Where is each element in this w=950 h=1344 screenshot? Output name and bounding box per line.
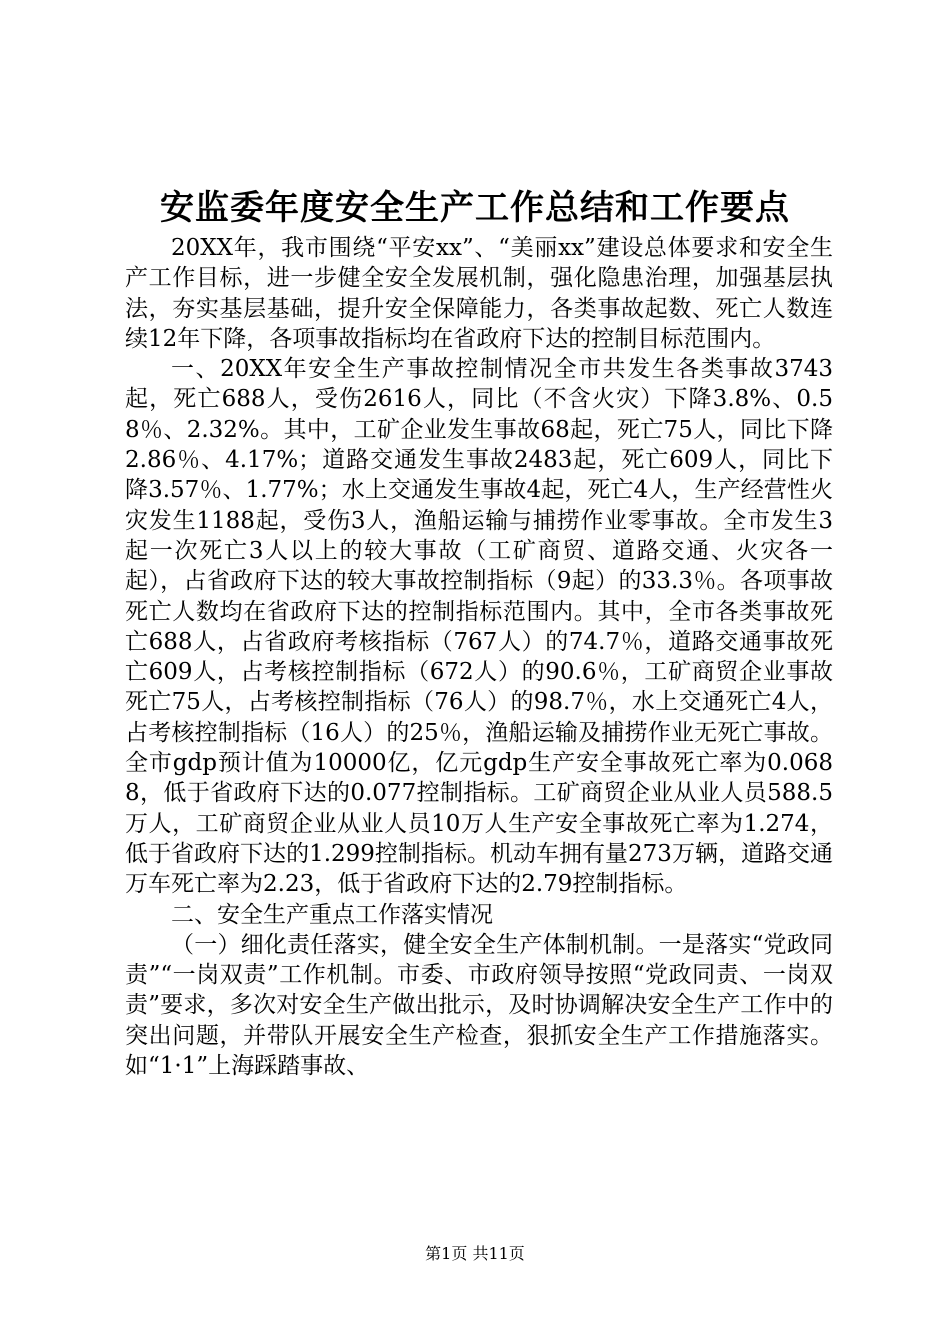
intro-paragraph: 20XX年，我市围绕“平安xx”、“美丽xx”建设总体要求和安全生产工作目标，进一步健全安全发展机制，强化隐患治理，加强基层执法，夯实基层基础，提升安全保障能力，各类事故起数、死亡人数连续12年下降，各项事故指标均在省政府下达的控制目标范围内。: [125, 235, 833, 352]
subsection-one-paragraph: （一）细化责任落实，健全安全生产体制机制。一是落实“党政同责”“一岗双责”工作机制。市委、市政府领导按照“党政同责、一岗双责”要求，多次对安全生产做出批示，及时协调解决安全生产工作中的突出问题，并带队开展安全生产检查，狠抓安全生产工作措施落实。如“1·1”上海踩踏事故、: [125, 931, 833, 1080]
page-footer: 第1页 共11页: [425, 1244, 525, 1263]
document-title: 安监委年度安全生产工作总结和工作要点: [160, 188, 790, 228]
document-body: [125, 233, 833, 1081]
section-two-heading: 二、安全生产重点工作落实情况: [171, 901, 493, 928]
section-one-paragraph: 一、20XX年安全生产事故控制情况全市共发生各类事故3743起，死亡688人，受伤2616人，同比（不含火灾）下降3.8%、0.58％、2.32%。其中，工矿企业发生事故68起，死亡75人，同比下降2.86％、4.17%；道路交通发生事故2483起，死亡609人，同比下降3.57％、1.77%；水上交通发生事故4起，死亡4人，生产经营性火灾发生1188起，受伤3人，渔船运输与捕捞作业零事故。全市发生3起一次死亡3人以上的较大事故（工矿商贸、道路交通、火灾各一起），占省政府下达的较大事故控制指标（9起）的33.3％。各项事故死亡人数均在省政府下达的控制指标范围内。其中，全市各类事故死亡688人，占省政府考核指标（767人）的74.7％，道路交通事故死亡609人，占考核控制指标（672人）的90.6％，工矿商贸企业事故死亡75人，占考核控制指标（76人）的98.7％，水上交通死亡4人，占考核控制指标（16人）的25％，渔船运输及捕捞作业无死亡事故。全市gdp预计值为10000亿，亿元gdp生产安全事故死亡率为0.0688，低于省政府下达的0.077控制指标。工矿商贸企业从业人员588.5万人，工矿商贸企业从业人员10万人生产安全事故死亡率为1.274，低于省政府下达的1.299控制指标。机动车拥有量273万辆，道路交通万车死亡率为2.23，低于省政府下达的2.79控制指标。: [125, 356, 833, 898]
